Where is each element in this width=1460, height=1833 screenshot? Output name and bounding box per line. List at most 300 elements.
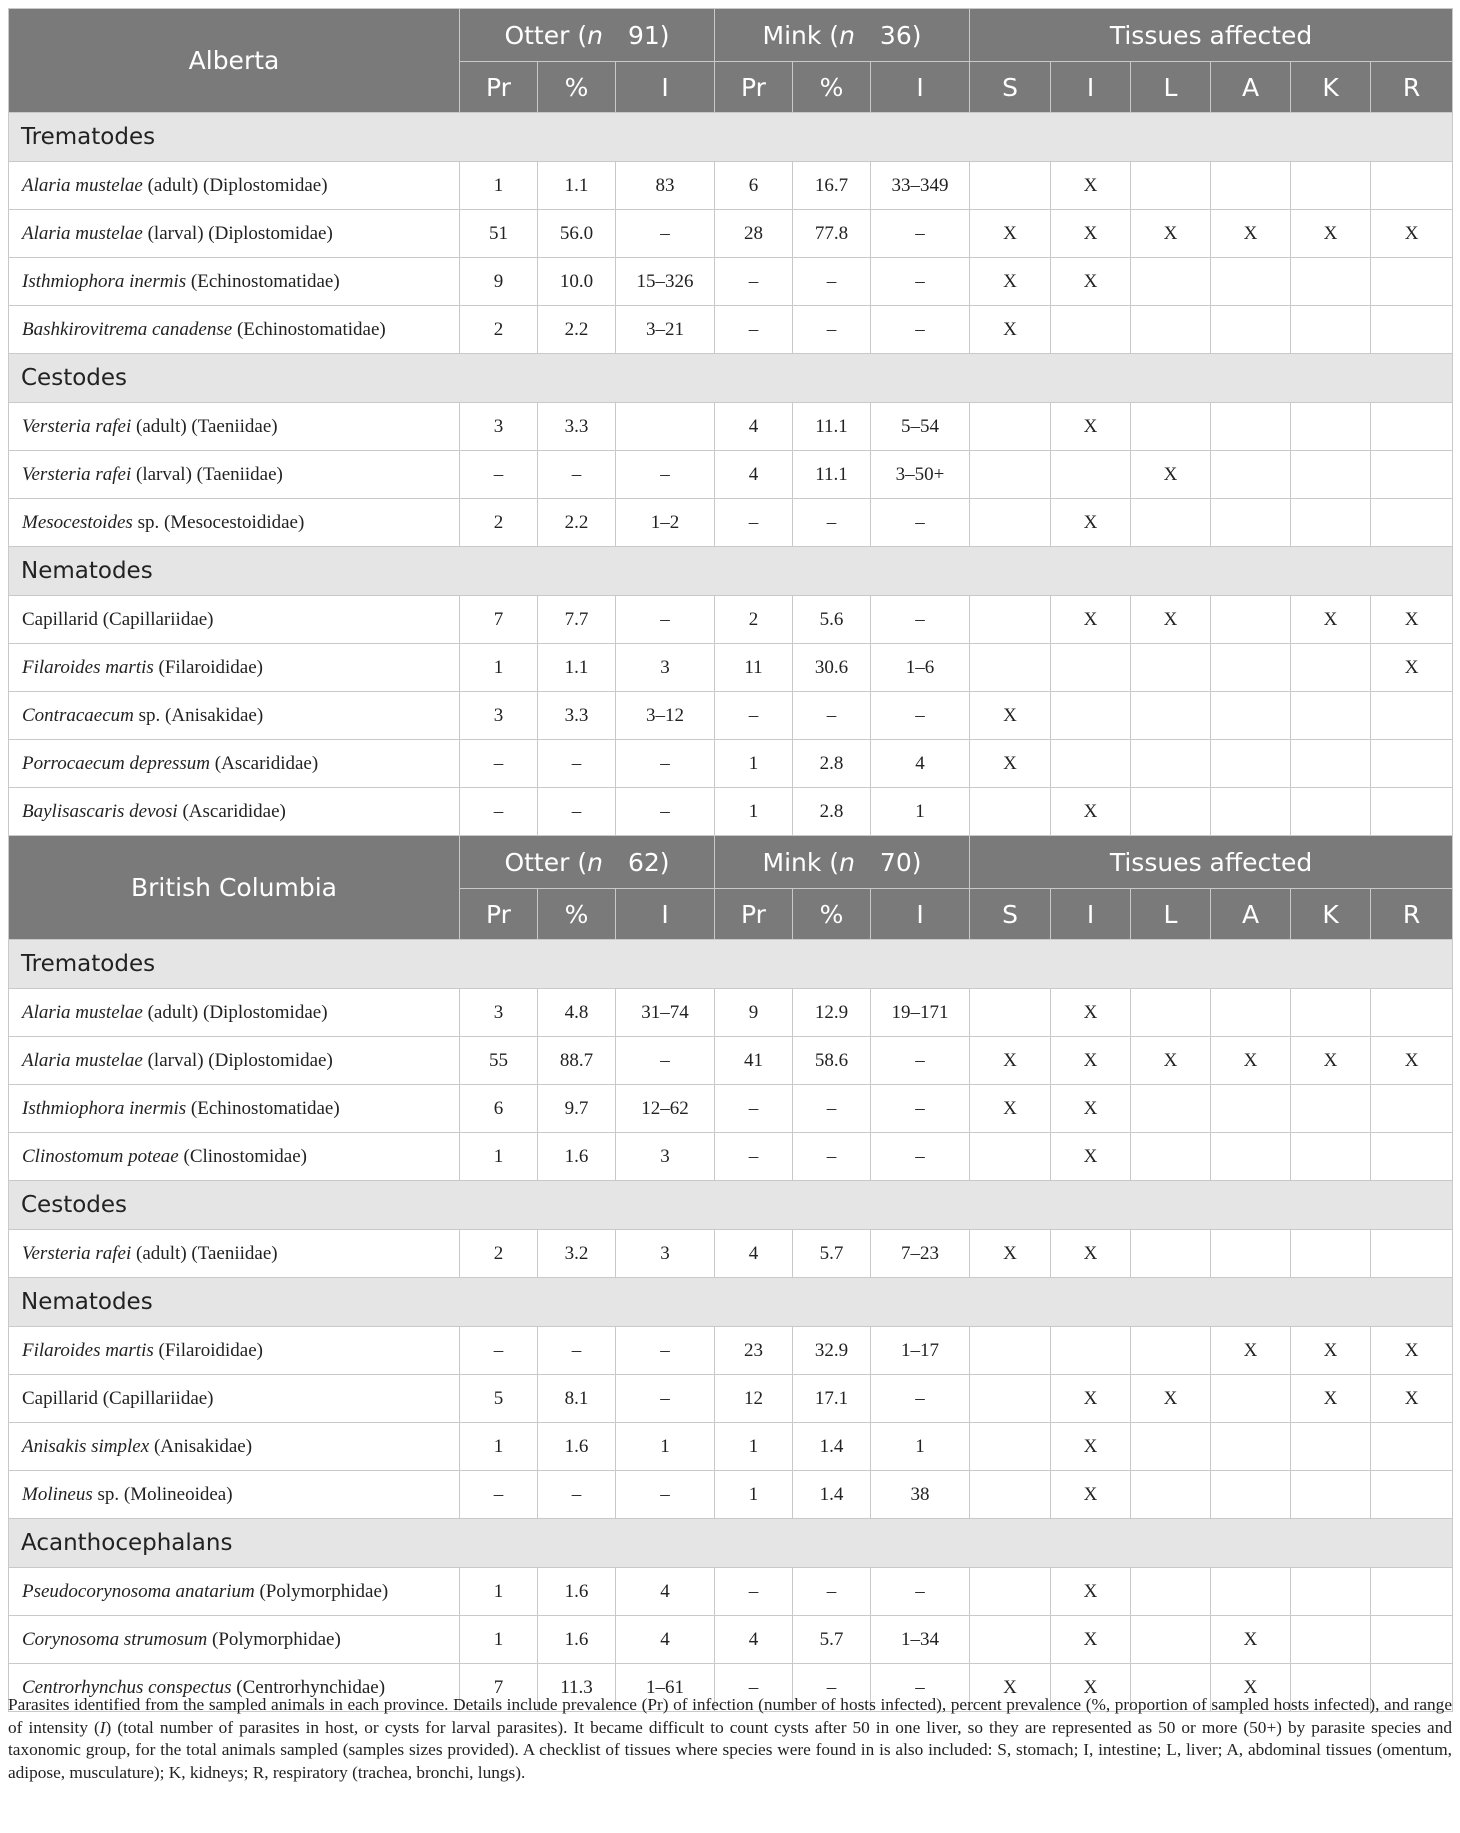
tissue-cell — [1291, 1085, 1371, 1133]
value-cell: – — [460, 1327, 538, 1375]
tissue-cell: X — [970, 1037, 1051, 1085]
table-row — [9, 788, 1453, 836]
tissue-cell: X — [970, 740, 1051, 788]
taxon-detail: (Filaroididae) — [153, 656, 263, 678]
tissue-cell: X — [1051, 1133, 1131, 1181]
tissue-cell — [970, 596, 1051, 644]
taxon-detail: Capillarid (Capillariidae) — [22, 608, 214, 630]
tissue-cell: X — [1051, 989, 1131, 1037]
taxon-detail: sp. (Molineoidea) — [92, 1483, 233, 1505]
col-tissue: R — [1371, 889, 1453, 940]
tissue-cell — [970, 1471, 1051, 1519]
value-cell: – — [616, 788, 715, 836]
value-cell: 12–62 — [616, 1085, 715, 1133]
value-cell: 2 — [460, 306, 538, 354]
tissue-cell: X — [1211, 210, 1291, 258]
tissue-cell — [970, 162, 1051, 210]
value-cell: – — [871, 258, 970, 306]
value-cell: 1 — [616, 1423, 715, 1471]
species-name: Isthmiophora inermis — [22, 270, 187, 292]
table-row — [9, 162, 1453, 210]
value-cell: – — [871, 692, 970, 740]
tissue-cell — [970, 499, 1051, 547]
tissue-cell — [970, 644, 1051, 692]
taxon-detail: (Echinostomatidae) — [186, 270, 340, 292]
tissue-cell: X — [1051, 596, 1131, 644]
tissue-cell — [1051, 692, 1131, 740]
tissue-cell: X — [1371, 1037, 1453, 1085]
value-cell: – — [538, 788, 616, 836]
province-header: Alberta — [9, 9, 460, 113]
species-name: Pseudocorynosoma anatarium — [22, 1580, 255, 1602]
parasite-name — [9, 1616, 460, 1664]
tissue-cell: X — [1051, 403, 1131, 451]
value-cell: 55 — [460, 1037, 538, 1085]
species-name: Porrocaecum depressum — [22, 752, 211, 774]
tissue-cell — [1371, 692, 1453, 740]
group-name: Trematodes — [9, 940, 1453, 989]
value-cell: 51 — [460, 210, 538, 258]
value-cell: – — [460, 1471, 538, 1519]
value-cell: – — [793, 1133, 871, 1181]
tissue-cell — [970, 1616, 1051, 1664]
value-cell: 1 — [460, 1616, 538, 1664]
value-cell: 31–74 — [616, 989, 715, 1037]
parasite-name — [9, 1327, 460, 1375]
tissue-cell: X — [1051, 1471, 1131, 1519]
species-name: Contracaecum — [22, 704, 134, 726]
tissue-cell — [1131, 644, 1211, 692]
mink-n: n — [839, 847, 855, 877]
taxon-detail: (Ascarididae) — [177, 800, 286, 822]
tissue-cell — [1131, 1230, 1211, 1278]
tissue-cell — [1371, 1085, 1453, 1133]
col-tissue: I — [1051, 889, 1131, 940]
value-cell: 3–21 — [616, 306, 715, 354]
value-cell: 1 — [715, 740, 793, 788]
tissue-cell — [970, 1327, 1051, 1375]
tissue-cell — [1371, 258, 1453, 306]
parasite-name — [9, 989, 460, 1037]
table-row — [9, 740, 1453, 788]
value-cell: 19–171 — [871, 989, 970, 1037]
table-row — [9, 1133, 1453, 1181]
tissue-cell — [1131, 740, 1211, 788]
value-cell: 7–23 — [871, 1230, 970, 1278]
tissue-cell — [1131, 788, 1211, 836]
value-cell: – — [616, 451, 715, 499]
parasite-name — [9, 1230, 460, 1278]
value-cell: – — [871, 306, 970, 354]
taxon-detail: (Ascarididae) — [210, 752, 319, 774]
parasite-name — [9, 1568, 460, 1616]
tissue-cell — [970, 1568, 1051, 1616]
tissue-cell — [1211, 596, 1291, 644]
species-name: Alaria mustelae — [22, 222, 143, 244]
tissue-cell — [1371, 740, 1453, 788]
mink-header — [715, 836, 970, 889]
value-cell: 1 — [715, 788, 793, 836]
table-row — [9, 1327, 1453, 1375]
col-pr: Pr — [715, 889, 793, 940]
species-name: Molineus — [22, 1483, 93, 1505]
value-cell: 1.4 — [793, 1471, 871, 1519]
col-tissue: S — [970, 62, 1051, 113]
tissue-cell: X — [1131, 1375, 1211, 1423]
tissue-cell: X — [1131, 210, 1211, 258]
tissue-cell — [970, 1375, 1051, 1423]
tissue-cell — [1291, 499, 1371, 547]
value-cell: 7.7 — [538, 596, 616, 644]
group-row — [9, 1278, 1453, 1327]
taxon-detail: (larval) (Diplostomidae) — [142, 1049, 333, 1071]
value-cell: – — [460, 740, 538, 788]
species-name: Centrorhynchus conspectus — [22, 1676, 232, 1698]
taxon-detail: (Anisakidae) — [149, 1435, 253, 1457]
tissue-cell — [1291, 1568, 1371, 1616]
parasite-name — [9, 1423, 460, 1471]
tissue-cell — [1131, 692, 1211, 740]
tissue-cell — [1131, 1133, 1211, 1181]
species-name: Corynosoma strumosum — [22, 1628, 208, 1650]
species-name: Alaria mustelae — [22, 1001, 143, 1023]
taxon-detail: Capillarid (Capillariidae) — [22, 1387, 214, 1409]
tissue-cell: X — [1051, 210, 1131, 258]
taxon-detail: (Echinostomatidae) — [186, 1097, 340, 1119]
value-cell: 23 — [715, 1327, 793, 1375]
col-pr: Pr — [715, 62, 793, 113]
value-cell: 12 — [715, 1375, 793, 1423]
species-name: Alaria mustelae — [22, 1049, 143, 1071]
table-row — [9, 1037, 1453, 1085]
value-cell: – — [715, 1568, 793, 1616]
tissue-cell — [1291, 1616, 1371, 1664]
value-cell: 88.7 — [538, 1037, 616, 1085]
parasite-name — [9, 740, 460, 788]
value-cell: – — [871, 1133, 970, 1181]
value-cell: 9 — [715, 989, 793, 1037]
group-name: Nematodes — [9, 1278, 1453, 1327]
table-row — [9, 1616, 1453, 1664]
tissue-cell: X — [1051, 499, 1131, 547]
otter-count: 62) — [627, 847, 670, 877]
parasite-name — [9, 210, 460, 258]
tissue-cell — [1371, 403, 1453, 451]
value-cell: 3 — [460, 692, 538, 740]
value-cell: – — [538, 451, 616, 499]
value-cell: 4 — [871, 740, 970, 788]
caption-part-2: ) (total number of parasites in host, or cysts for larval parasites). It became difficult to count cysts after 50 in one liver, so they are represented as 50 or more (50+) by parasite species and taxonomic group, for the total animals sampled (samples sizes provided). A checklist of tissues where species were found in is also included: S, stomach; I, intestine; L, liver; A, abdominal tissues (omentum, adipose, musculature); K, kidneys; R, respiratory (trachea, bronchi, lungs). — [8, 1717, 1452, 1782]
parasite-table — [8, 8, 1453, 1712]
tissue-cell: X — [1131, 451, 1211, 499]
col-tissue: A — [1211, 889, 1291, 940]
tissue-cell — [1131, 1423, 1211, 1471]
species-name: Versteria rafei — [22, 1242, 132, 1264]
tissue-cell — [1371, 1471, 1453, 1519]
value-cell: 5.7 — [793, 1616, 871, 1664]
value-cell: 11.1 — [793, 451, 871, 499]
value-cell: 1.6 — [538, 1133, 616, 1181]
tissue-cell — [1371, 499, 1453, 547]
group-name: Cestodes — [9, 354, 1453, 403]
tissue-cell — [1211, 1375, 1291, 1423]
species-name: Filaroides martis — [22, 1339, 154, 1361]
value-cell: – — [793, 306, 871, 354]
tissue-cell — [1291, 1471, 1371, 1519]
value-cell: 2.2 — [538, 499, 616, 547]
parasite-name — [9, 788, 460, 836]
tissue-cell: X — [1291, 210, 1371, 258]
group-name: Trematodes — [9, 113, 1453, 162]
value-cell: 5.6 — [793, 596, 871, 644]
parasite-name — [9, 1085, 460, 1133]
col-tissue: R — [1371, 62, 1453, 113]
parasite-name — [9, 1133, 460, 1181]
col-tissue: L — [1131, 889, 1211, 940]
tissue-cell — [1211, 1568, 1291, 1616]
table-row — [9, 1423, 1453, 1471]
value-cell: 5–54 — [871, 403, 970, 451]
tissue-cell — [1211, 740, 1291, 788]
value-cell: 5 — [460, 1375, 538, 1423]
parasite-name — [9, 306, 460, 354]
value-cell: 10.0 — [538, 258, 616, 306]
tissue-cell — [970, 1423, 1051, 1471]
value-cell: 1.1 — [538, 162, 616, 210]
col-tissue: L — [1131, 62, 1211, 113]
parasite-name — [9, 499, 460, 547]
tissue-cell — [1131, 258, 1211, 306]
col-intensity: I — [616, 62, 715, 113]
taxon-detail: (Echinostomatidae) — [232, 318, 386, 340]
taxon-detail: (adult) (Diplostomidae) — [142, 174, 328, 196]
species-name: Bashkirovitrema canadense — [22, 318, 233, 340]
value-cell: 1 — [460, 1423, 538, 1471]
parasite-name — [9, 1037, 460, 1085]
value-cell: – — [616, 1327, 715, 1375]
group-row — [9, 113, 1453, 162]
value-cell: – — [538, 1471, 616, 1519]
value-cell: – — [538, 1327, 616, 1375]
species-name: Versteria rafei — [22, 463, 132, 485]
tissue-cell — [1291, 258, 1371, 306]
mink-label: Mink ( — [762, 20, 840, 50]
tissue-cell — [1291, 1423, 1371, 1471]
species-name: Anisakis simplex — [22, 1435, 150, 1457]
tissue-cell: X — [1371, 644, 1453, 692]
value-cell: 30.6 — [793, 644, 871, 692]
value-cell: 11 — [715, 644, 793, 692]
tissues-header: Tissues affected — [970, 836, 1453, 889]
value-cell: – — [871, 499, 970, 547]
col-percent: % — [793, 62, 871, 113]
tissue-cell — [1131, 1327, 1211, 1375]
value-cell: 7 — [460, 1664, 538, 1712]
parasite-name — [9, 451, 460, 499]
header-row — [9, 836, 1453, 889]
value-cell: 11.1 — [793, 403, 871, 451]
taxon-detail: sp. (Mesocestoididae) — [132, 511, 305, 533]
group-name: Cestodes — [9, 1181, 1453, 1230]
col-intensity: I — [871, 62, 970, 113]
tissue-cell — [1051, 451, 1131, 499]
tissue-cell — [1211, 451, 1291, 499]
otter-header — [460, 9, 715, 62]
table-row — [9, 1471, 1453, 1519]
table-row — [9, 1568, 1453, 1616]
tissue-cell — [1211, 306, 1291, 354]
tissue-cell — [1051, 644, 1131, 692]
value-cell: 1.6 — [538, 1616, 616, 1664]
parasite-name — [9, 644, 460, 692]
value-cell: – — [715, 499, 793, 547]
value-cell: 15–326 — [616, 258, 715, 306]
value-cell: 41 — [715, 1037, 793, 1085]
value-cell: – — [715, 692, 793, 740]
group-row — [9, 1181, 1453, 1230]
value-cell: – — [871, 210, 970, 258]
species-name: Filaroides martis — [22, 656, 154, 678]
value-cell: 6 — [460, 1085, 538, 1133]
taxon-detail: sp. (Anisakidae) — [133, 704, 264, 726]
tissue-cell — [1371, 788, 1453, 836]
value-cell: – — [715, 258, 793, 306]
tissue-cell: X — [970, 258, 1051, 306]
tissue-cell: X — [1291, 1375, 1371, 1423]
tissue-cell — [1211, 1423, 1291, 1471]
value-cell: 3.3 — [538, 403, 616, 451]
value-cell: 9 — [460, 258, 538, 306]
tissue-cell — [1131, 1568, 1211, 1616]
value-cell: – — [715, 1133, 793, 1181]
taxon-detail: (Polymorphidae) — [207, 1628, 341, 1650]
value-cell: 4 — [715, 451, 793, 499]
col-tissue: K — [1291, 62, 1371, 113]
tissue-cell — [1211, 644, 1291, 692]
taxon-detail: (Filaroididae) — [153, 1339, 263, 1361]
province-header: British Columbia — [9, 836, 460, 940]
taxon-detail: (larval) (Diplostomidae) — [142, 222, 333, 244]
tissue-cell: X — [1131, 1037, 1211, 1085]
value-cell: – — [793, 1664, 871, 1712]
tissue-cell — [970, 1133, 1051, 1181]
value-cell: 1 — [460, 162, 538, 210]
col-pr: Pr — [460, 62, 538, 113]
value-cell: 4 — [715, 403, 793, 451]
value-cell: 3 — [616, 1230, 715, 1278]
col-tissue: I — [1051, 62, 1131, 113]
tissue-cell: X — [1051, 1616, 1131, 1664]
table-row — [9, 596, 1453, 644]
col-intensity: I — [871, 889, 970, 940]
value-cell: – — [616, 1471, 715, 1519]
tissue-cell: X — [970, 692, 1051, 740]
tissue-cell: X — [1051, 258, 1131, 306]
taxon-detail: (adult) (Taeniidae) — [131, 415, 278, 437]
value-cell: 16.7 — [793, 162, 871, 210]
table-row — [9, 451, 1453, 499]
value-cell: 2 — [460, 1230, 538, 1278]
value-cell: 2.2 — [538, 306, 616, 354]
group-name: Nematodes — [9, 547, 1453, 596]
tissue-cell — [1211, 258, 1291, 306]
value-cell: 1 — [460, 1133, 538, 1181]
tissue-cell — [1291, 1230, 1371, 1278]
tissue-cell — [1291, 451, 1371, 499]
col-tissue: K — [1291, 889, 1371, 940]
col-pr: Pr — [460, 889, 538, 940]
value-cell: 8.1 — [538, 1375, 616, 1423]
tissue-cell — [1371, 1423, 1453, 1471]
value-cell: 3 — [616, 644, 715, 692]
value-cell: 6 — [715, 162, 793, 210]
value-cell: 83 — [616, 162, 715, 210]
tissue-cell: X — [1051, 162, 1131, 210]
value-cell: – — [715, 1664, 793, 1712]
tissue-cell: X — [1371, 1327, 1453, 1375]
species-name: Clinostomum poteae — [22, 1145, 179, 1167]
table-row — [9, 692, 1453, 740]
tissue-cell — [1211, 499, 1291, 547]
value-cell: – — [616, 210, 715, 258]
value-cell: 1–2 — [616, 499, 715, 547]
value-cell: – — [793, 692, 871, 740]
species-name: Baylisascaris devosi — [22, 800, 178, 822]
table-caption — [8, 1694, 1452, 1784]
otter-n: n — [587, 20, 603, 50]
tissue-cell: X — [1211, 1616, 1291, 1664]
taxon-detail: (adult) (Diplostomidae) — [142, 1001, 328, 1023]
tissue-cell — [970, 403, 1051, 451]
species-name: Mesocestoides — [22, 511, 133, 533]
value-cell: 1.1 — [538, 644, 616, 692]
tissue-cell — [1291, 162, 1371, 210]
tissue-cell — [1131, 1085, 1211, 1133]
value-cell: – — [616, 1037, 715, 1085]
caption-part-1: Parasites identified from the sampled animals in each province. Details include prevalence (Pr) of infection (number of hosts infected), percent prevalence (%, proportion of sampled hosts infected), and range of intensity ( — [8, 1695, 1452, 1737]
value-cell: 4 — [715, 1230, 793, 1278]
parasite-name — [9, 258, 460, 306]
group-row — [9, 1519, 1453, 1568]
parasite-name — [9, 403, 460, 451]
tissue-cell — [1131, 162, 1211, 210]
value-cell: 12.9 — [793, 989, 871, 1037]
tissue-cell: X — [1051, 1230, 1131, 1278]
table-row — [9, 644, 1453, 692]
value-cell — [616, 403, 715, 451]
tissue-cell — [1211, 1471, 1291, 1519]
value-cell: 1 — [871, 788, 970, 836]
value-cell: 17.1 — [793, 1375, 871, 1423]
value-cell: 2.8 — [793, 788, 871, 836]
tissue-cell: X — [1051, 1375, 1131, 1423]
tissue-cell: X — [1051, 1568, 1131, 1616]
tissue-cell — [1131, 403, 1211, 451]
tissue-cell: X — [1291, 1327, 1371, 1375]
parasite-name — [9, 1375, 460, 1423]
tissue-cell — [1131, 306, 1211, 354]
value-cell: – — [871, 1568, 970, 1616]
value-cell: – — [871, 1037, 970, 1085]
value-cell: – — [793, 1568, 871, 1616]
tissue-cell — [1371, 451, 1453, 499]
value-cell: 7 — [460, 596, 538, 644]
value-cell: 4 — [616, 1616, 715, 1664]
species-name: Versteria rafei — [22, 415, 132, 437]
value-cell: 32.9 — [793, 1327, 871, 1375]
tissue-cell: X — [1371, 210, 1453, 258]
value-cell: 11.3 — [538, 1664, 616, 1712]
